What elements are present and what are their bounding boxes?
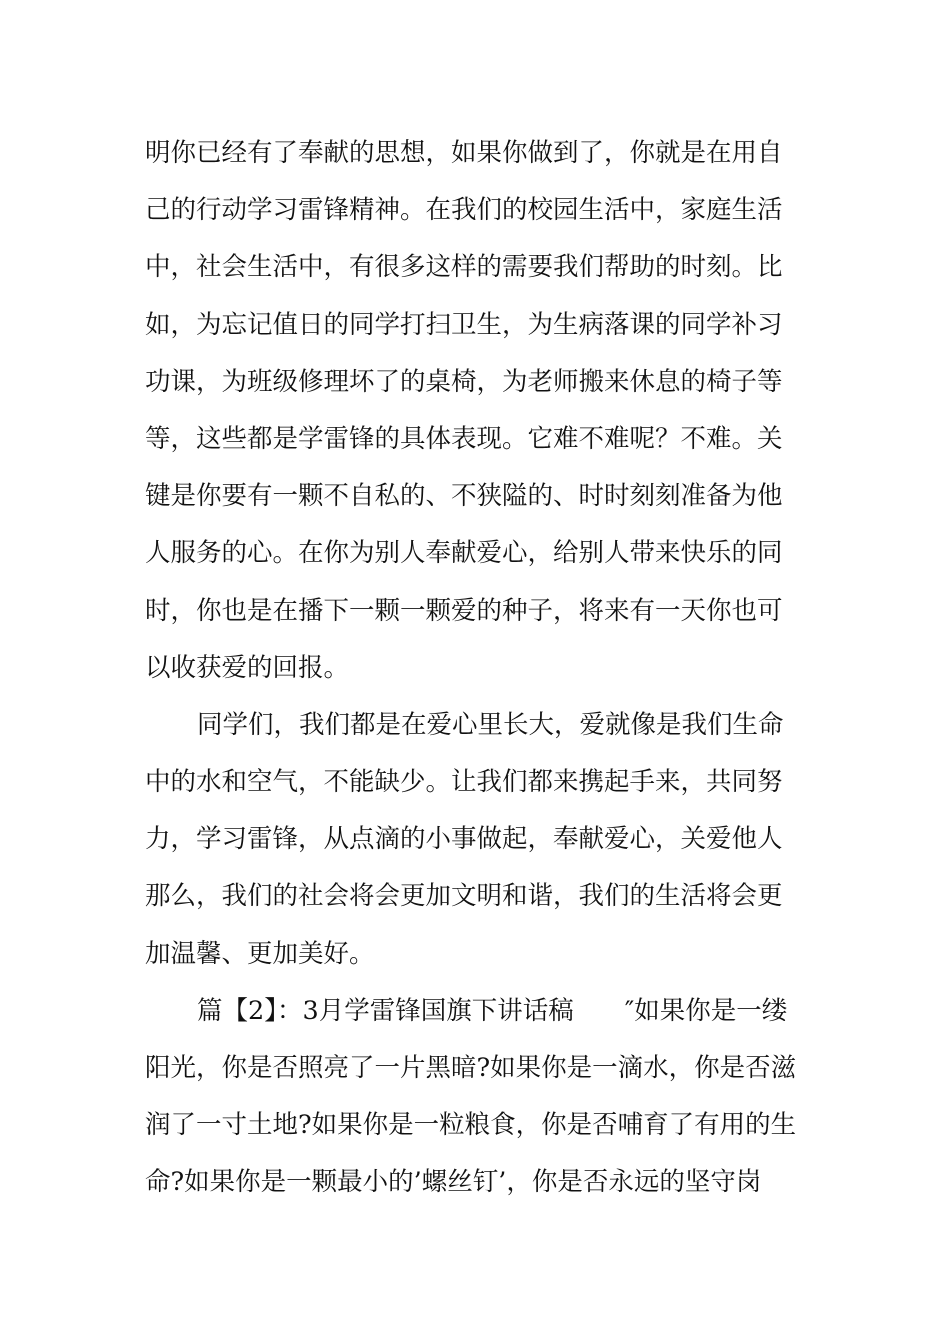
text-line: 阳光，你是否照亮了一片黑暗?如果你是一滴水，你是否滋 xyxy=(145,1053,797,1083)
text-line: 力，学习雷锋，从点滴的小事做起，奉献爱心，关爱他人 xyxy=(145,824,783,855)
text-line: 中，社会生活中，有很多这样的需要我们帮助的时刻。比 xyxy=(145,252,783,283)
text-line: 以收获爱的回报。 xyxy=(145,652,350,683)
text-line: 己的行动学习雷锋精神。在我们的校园生活中，家庭生活 xyxy=(145,195,783,226)
text-line: 命?如果你是一颗最小的’螺丝钉’，你是否永远的坚守岗 xyxy=(145,1167,762,1198)
paragraph-first-line: 同学们，我们都是在爱心里长大，爱就像是我们生命 xyxy=(197,709,784,740)
text-line: 键是你要有一颗不自私的、不狭隘的、时时刻刻准备为他 xyxy=(145,481,783,512)
text-line: 明你已经有了奉献的思想，如果你做到了，你就是在用自 xyxy=(145,138,783,168)
text-line: 时，你也是在播下一颗一颗爱的种子，将来有一天你也可 xyxy=(145,595,783,626)
text-line: 人服务的心。在你为别人奉献爱心，给别人带来快乐的同 xyxy=(145,538,783,569)
text-line: 那么，我们的社会将会更加文明和谐，我们的生活将会更 xyxy=(145,881,783,912)
text-line: 等，这些都是学雷锋的具体表现。它难不难呢？不难。关 xyxy=(145,423,783,454)
section-heading-line: 篇【2】：3月学雷锋国旗下讲话稿 ″如果你是一缕 xyxy=(197,995,788,1026)
text-line: 润了一寸土地?如果你是一粒粮食，你是否哺育了有用的生 xyxy=(145,1110,797,1141)
text-line: 加温馨、更加美好。 xyxy=(145,938,375,969)
text-line: 功课，为班级修理坏了的桌椅，为老师搬来休息的椅子等 xyxy=(145,366,783,397)
text-line: 中的水和空气，不能缺少。让我们都来携起手来，共同努 xyxy=(145,767,783,798)
document-body xyxy=(145,130,810,1217)
text-line: 如，为忘记值日的同学打扫卫生，为生病落课的同学补习 xyxy=(145,309,783,340)
